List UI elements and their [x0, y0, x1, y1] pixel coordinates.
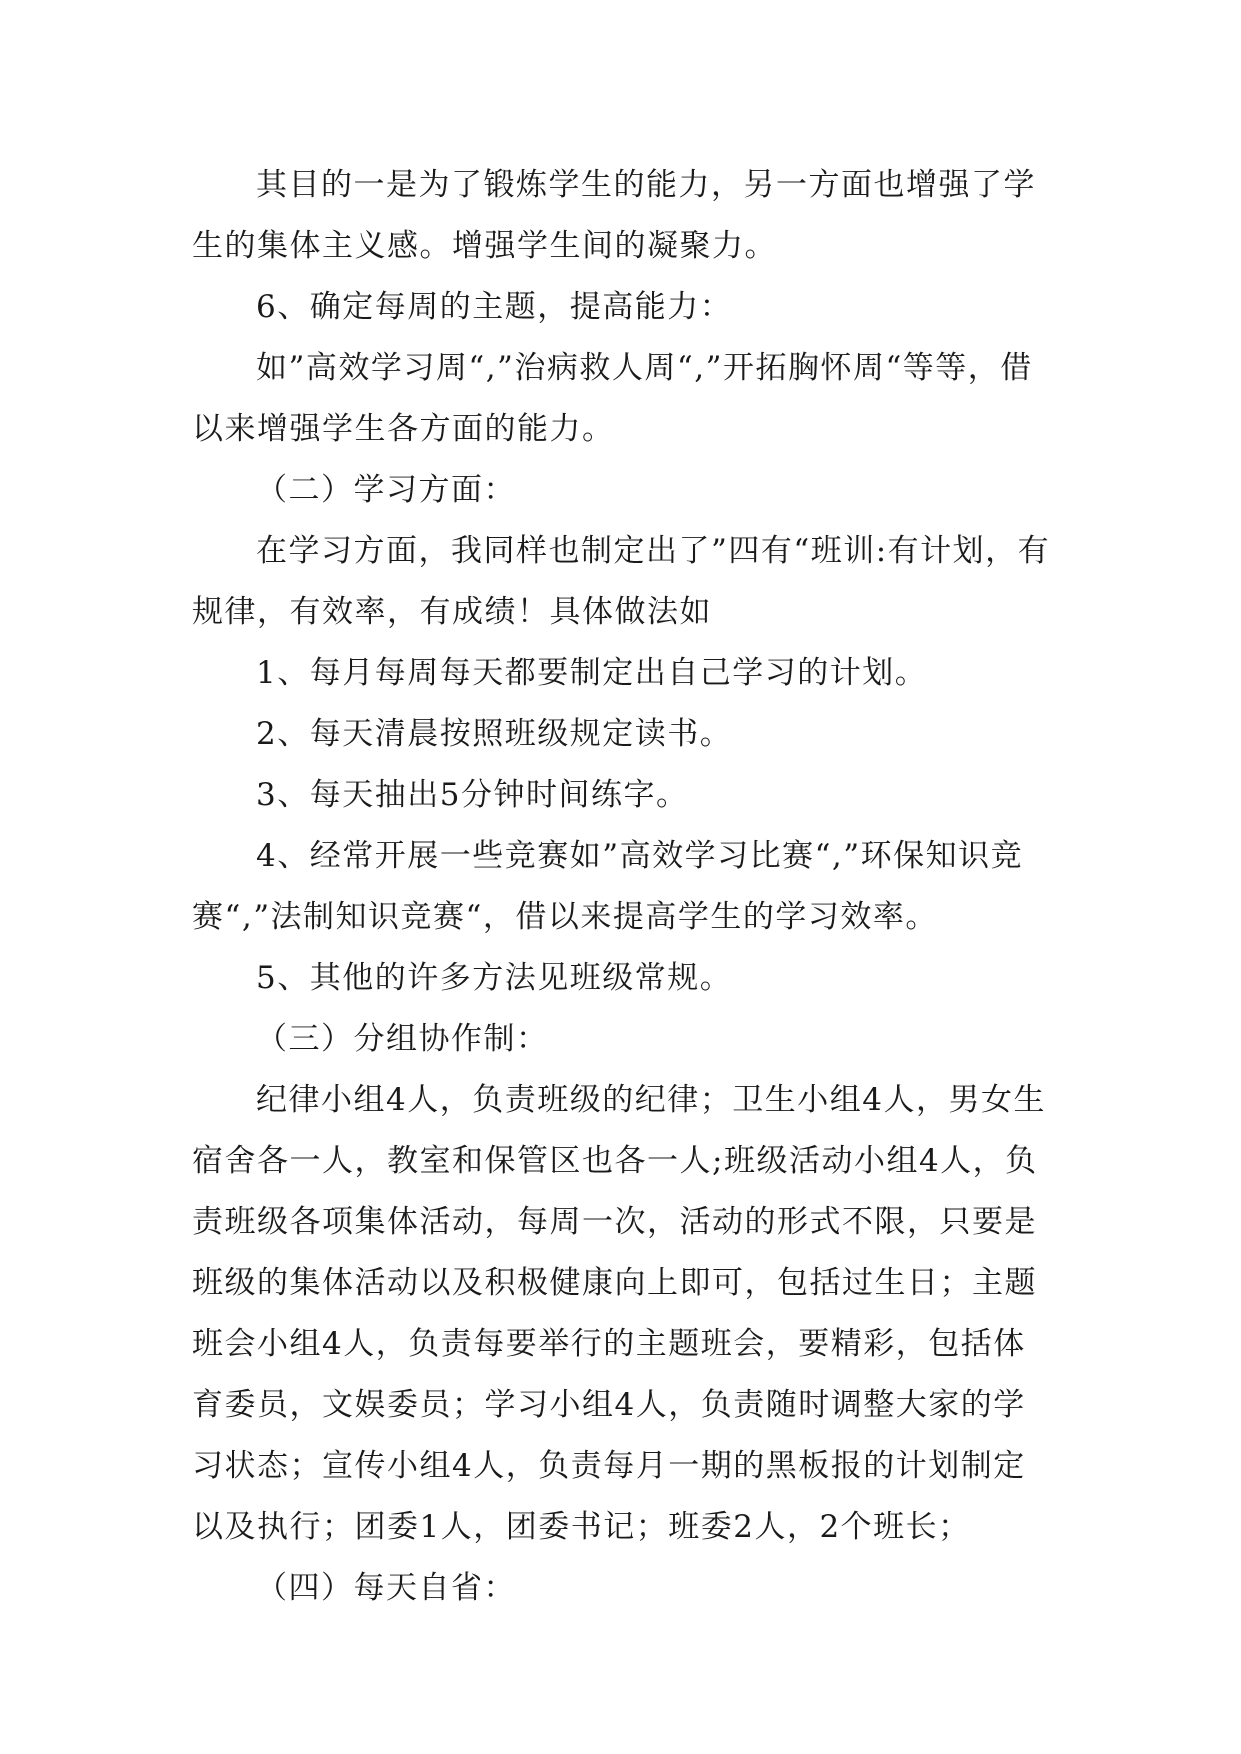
paragraph: 其目的一是为了锻炼学生的能力，另一方面也增强了学生的集体主义感。增强学生间的凝聚力。	[192, 167, 1036, 264]
list-item: 5、其他的许多方法见班级常规。	[256, 960, 733, 996]
list-item: 2、每天清晨按照班级规定读书。	[256, 716, 733, 752]
section-heading-reflection: （四）每天自省：	[256, 1570, 516, 1606]
paragraph: 在学习方面，我同样也制定出了”四有“班训:有计划，有规律，有效率，有成绩！具体做法如	[192, 533, 1051, 630]
list-item: 1、每月每周每天都要制定出自己学习的计划。	[256, 655, 928, 691]
paragraph: 如”高效学习周“,”治病救人周“,”开拓胸怀周“等等，借以来增强学生各方面的能力。	[192, 350, 1033, 447]
paragraph: 纪律小组4人，负责班级的纪律；卫生小组4人，男女生宿舍各一人，教室和保管区也各一人;班级活动小组4人，负责班级各项集体活动，每周一次，活动的形式不限，只要是班级的集体活动以及积极健康向上即可，包括过生日；主题班会小组4人，负责每要举行的主题班会，要精彩，包括体育委员，文娱委员；学习小组4人，负责随时调整大家的学习状态；宣传小组4人，负责每月一期的黑板报的计划制定以及执行；团委1人，团委书记；班委2人，2个班长；	[192, 1082, 1046, 1545]
list-item: 3、每天抽出5分钟时间练字。	[256, 777, 689, 813]
document-body	[192, 155, 1052, 1619]
paragraph-item-6: 6、确定每周的主题，提高能力：	[256, 289, 733, 325]
section-heading-groups: （三）分组协作制：	[256, 1021, 549, 1057]
list-item: 4、经常开展一些竞赛如”高效学习比赛“,”环保知识竞赛“,”法制知识竞赛“，借以来提高学生的学习效率。	[192, 838, 1024, 935]
section-heading-study: （二）学习方面：	[256, 472, 516, 508]
